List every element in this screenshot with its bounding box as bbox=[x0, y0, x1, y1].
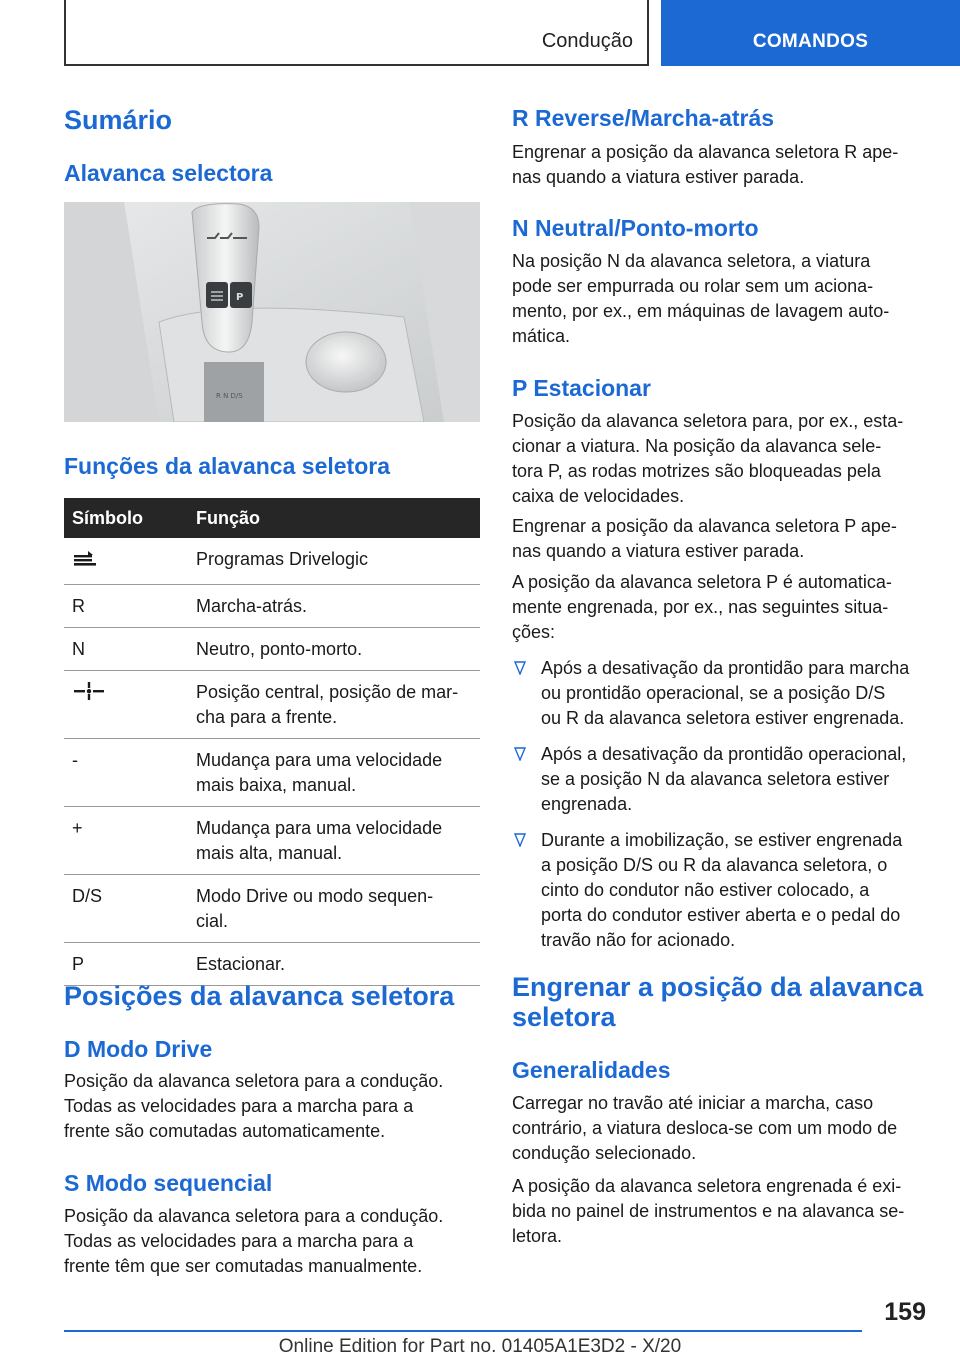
table-cell-symbol bbox=[64, 538, 188, 585]
footer-edition: Online Edition for Part no. 01405A1E3D2 - X/20 bbox=[278, 1336, 682, 1357]
reverse-title: R Reverse/Marcha-atrás bbox=[512, 105, 775, 131]
page-title: Sumário bbox=[64, 105, 173, 135]
header-section-tab bbox=[64, 0, 649, 66]
table-cell-symbol: R bbox=[64, 585, 188, 628]
table-row bbox=[64, 807, 480, 875]
header-section-label: Condução bbox=[541, 30, 633, 52]
neutral-title: N Neutral/Ponto-morto bbox=[512, 215, 759, 241]
park-conditions-list bbox=[512, 656, 932, 964]
table-row bbox=[64, 628, 480, 671]
drivelogic-icon bbox=[72, 547, 98, 569]
sequential-mode-text: Posição da alavanca seletora para a condução. Todas as velocidades para a marcha para a frente têm que ser comutadas manualmente. bbox=[64, 1206, 444, 1276]
positions-title: Posições da alavanca seletora bbox=[64, 981, 455, 1011]
header-chapter-tab bbox=[661, 0, 960, 66]
triangle-bullet-icon bbox=[514, 661, 526, 675]
list-item-text: Após a desativação da prontidão operacional, se a posição N da alavanca seletora estiver engrenada. bbox=[541, 744, 907, 814]
table-cell-function: Mudança para uma velocidade mais baixa, manual. bbox=[188, 739, 480, 807]
table-row bbox=[64, 875, 480, 943]
gear-selector-photo bbox=[64, 202, 480, 422]
table-row bbox=[64, 671, 480, 739]
table-cell-function: Programas Drivelogic bbox=[188, 538, 480, 585]
reverse-text: Engrenar a posição da alavanca seletora R ape- nas quando a viatura estiver parada. bbox=[512, 142, 899, 187]
svg-text:R N D/S: R N D/S bbox=[216, 392, 243, 400]
engage-title: Engrenar a posição da alavanca seletora bbox=[512, 972, 924, 1032]
table-header-function: Função bbox=[188, 498, 480, 538]
triangle-bullet-icon bbox=[514, 833, 526, 847]
general-text-2: A posição da alavanca seletora engrenada é exi- bida no painel de instrumentos e na alavanca se- letora. bbox=[512, 1176, 905, 1246]
functions-table-title: Funções da alavanca seletora bbox=[64, 453, 390, 479]
neutral-text: Na posição N da alavanca seletora, a viatura pode ser empurrada ou rolar sem um aciona- mento, por ex., em máquinas de lavagem auto- mática. bbox=[512, 251, 890, 346]
table-cell-function: Marcha-atrás. bbox=[188, 585, 480, 628]
table-cell-function: Mudança para uma velocidade mais alta, manual. bbox=[188, 807, 480, 875]
list-item bbox=[512, 656, 932, 731]
table-cell-symbol: P bbox=[64, 943, 188, 986]
table-cell-symbol: D/S bbox=[64, 875, 188, 943]
drive-mode-text: Posição da alavanca seletora para a condução. Todas as velocidades para a marcha para a frente são comutadas automaticamente. bbox=[64, 1071, 444, 1141]
park-text-3: A posição da alavanca seletora P é automatica- mente engrenada, por ex., nas seguintes situa- ções: bbox=[512, 572, 892, 642]
table-header-symbol: Símbolo bbox=[64, 498, 188, 538]
table-cell-function: Neutro, ponto-morto. bbox=[188, 628, 480, 671]
section-subtitle: Alavanca selectora bbox=[64, 160, 273, 186]
drive-mode-title: D Modo Drive bbox=[64, 1036, 213, 1062]
table-row bbox=[64, 739, 480, 807]
table-cell-function: Posição central, posição de mar- cha para a frente. bbox=[188, 671, 480, 739]
list-item-text: Após a desativação da prontidão para marcha ou prontidão operacional, se a posição D/S ou R da alavanca seletora estiver engrenada. bbox=[541, 658, 910, 728]
functions-table bbox=[64, 498, 480, 986]
park-title: P Estacionar bbox=[512, 375, 651, 401]
table-cell-symbol bbox=[64, 671, 188, 739]
park-text-1: Posição da alavanca seletora para, por ex., esta- cionar a viatura. Na posição da alavanca sele- tora P, as rodas motrizes são bloqueadas pela caixa de velocidades. bbox=[512, 411, 904, 506]
sequential-mode-title: S Modo sequencial bbox=[64, 1170, 273, 1196]
table-header-row bbox=[64, 498, 480, 538]
table-cell-function: Modo Drive ou modo sequen- cial. bbox=[188, 875, 480, 943]
table-cell-symbol: - bbox=[64, 739, 188, 807]
list-item bbox=[512, 828, 932, 953]
table-row bbox=[64, 585, 480, 628]
center-position-icon bbox=[72, 680, 106, 702]
table-cell-function: Estacionar. bbox=[188, 943, 480, 986]
page-number: 159 bbox=[884, 1298, 926, 1326]
park-text-2: Engrenar a posição da alavanca seletora P ape- nas quando a viatura estiver parada. bbox=[512, 516, 897, 561]
footer-divider bbox=[64, 1330, 862, 1332]
svg-text:P: P bbox=[236, 292, 244, 303]
table-cell-symbol: + bbox=[64, 807, 188, 875]
general-title: Generalidades bbox=[512, 1057, 671, 1083]
table-cell-symbol: N bbox=[64, 628, 188, 671]
general-text-1: Carregar no travão até iniciar a marcha, caso contrário, a viatura desloca-se com um modo de condução selecionado. bbox=[512, 1093, 898, 1163]
list-item bbox=[512, 742, 932, 817]
header-chapter-label: COMANDOS bbox=[752, 31, 869, 52]
list-item-text: Durante a imobilização, se estiver engrenada a posição D/S ou R da alavanca seletora, o cinto do condutor não estiver colocado, a porta do condutor estiver aberta e o pedal do travão não for acionado. bbox=[541, 830, 903, 950]
table-row bbox=[64, 538, 480, 585]
triangle-bullet-icon bbox=[514, 747, 526, 761]
gear-selector-illustration bbox=[64, 202, 480, 422]
